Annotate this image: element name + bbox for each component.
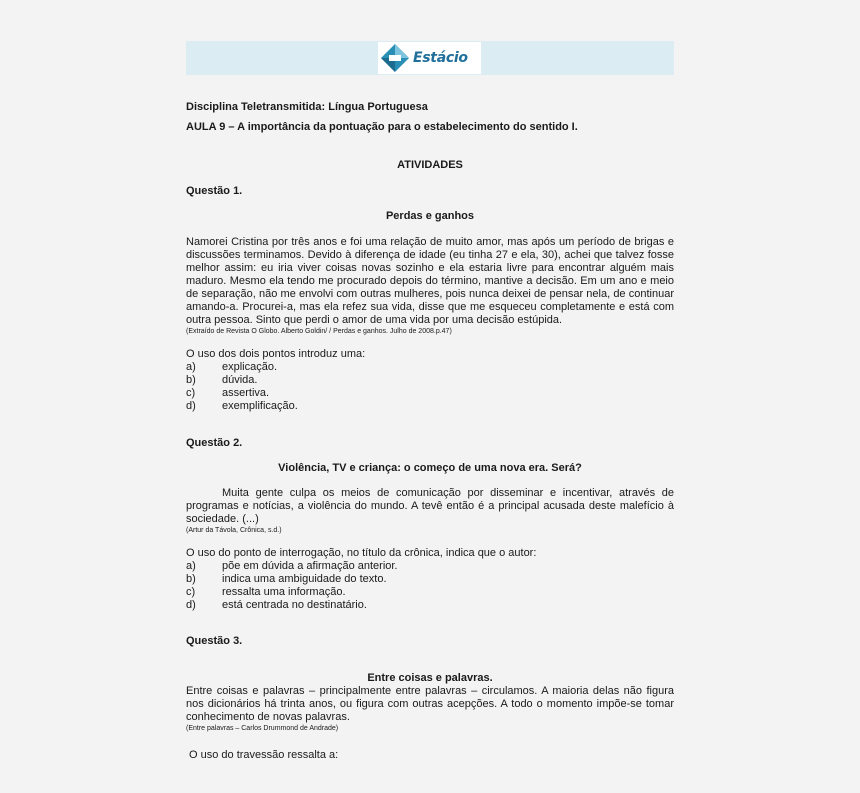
q3-source: (Entre palavras – Carlos Drummond de Andrade)	[186, 725, 339, 732]
q1-label: Questão 1.	[186, 185, 243, 197]
discipline-title: Disciplina Teletransmitida: Língua Portuguesa	[186, 101, 428, 113]
q3-label: Questão 3.	[186, 635, 243, 647]
q2-option-b: b) indica uma ambiguidade do texto.	[186, 573, 387, 585]
q2-option-d: d) está centrada no destinatário.	[186, 599, 367, 611]
q2-options	[186, 560, 674, 612]
q1-prompt: O uso dos dois pontos introduz uma:	[186, 348, 366, 360]
q1-options	[186, 361, 674, 413]
q2-label: Questão 2.	[186, 437, 243, 449]
q3-text: Entre coisas e palavras – principalmente entre palavras – circulamos. A maioria delas não figura nos dicionários há trinta anos, ou figura com outras acepções. A todo o momento impõe-se tomar conhecimento de novas palavras.	[186, 685, 674, 723]
estacio-logo	[378, 42, 481, 74]
q2-title: Violência, TV e criança: o começo de uma nova era. Será?	[278, 462, 582, 474]
q1-option-b: b) dúvida.	[186, 374, 258, 386]
document-body	[186, 100, 674, 762]
section-title: ATIVIDADES	[397, 159, 463, 171]
q1-option-c: c) assertiva.	[186, 387, 270, 399]
q1-option-d: d) exemplificação.	[186, 400, 298, 412]
q2-option-a: a) põe em dúvida a afirmação anterior.	[186, 560, 398, 572]
q2-option-c: c) ressalta uma informação.	[186, 586, 346, 598]
q2-source: (Artur da Távola, Crônica, s.d.)	[186, 527, 282, 534]
q1-source: (Extraído de Revista O Globo. Alberto Goldin/ / Perdas e ganhos. Julho de 2008.p.47)	[186, 328, 452, 335]
q2-prompt: O uso do ponto de interrogação, no título da crônica, indica que o autor:	[186, 547, 537, 559]
q1-title: Perdas e ganhos	[385, 210, 475, 222]
q2-text: Muita gente culpa os meios de comunicação por disseminar e incentivar, através de programas e notícias, a violência do mundo. A tevê então é a principal acusada deste malefício à sociedade. (...)	[186, 487, 674, 525]
lesson-title: AULA 9 – A importância da pontuação para o estabelecimento do sentido I.	[186, 121, 578, 133]
q1-text: Namorei Cristina por três anos e foi uma relação de muito amor, mas após um período de brigas e discussões terminamos. Devido à diferença de idade (eu tinha 27 e ela, 30), achei que talvez fosse melhor assim: eu iria viver coisas novas sozinho e ela estaria livre para encontrar alguém mais maduro. Mesmo ela tendo me procurado depois do término, mantive a decisão. Em um ano e meio de separação, não me envolvi com outras mulheres, pois nunca deixei de pensar nela, de continuar amando-a. Procurei-a, mas ela refez sua vida, disse que me esqueceu completamente e está com outra pessoa. Sinto que perdi o amor de uma vida por uma decisão estúpida.	[186, 236, 674, 326]
logo-text: Estácio	[413, 50, 468, 66]
estacio-diamond-icon	[380, 43, 410, 73]
q1-option-a: a) explicação.	[186, 361, 278, 373]
q3-title: Entre coisas e palavras.	[367, 672, 493, 684]
q3-prompt: O uso do travessão ressalta a:	[189, 749, 339, 761]
